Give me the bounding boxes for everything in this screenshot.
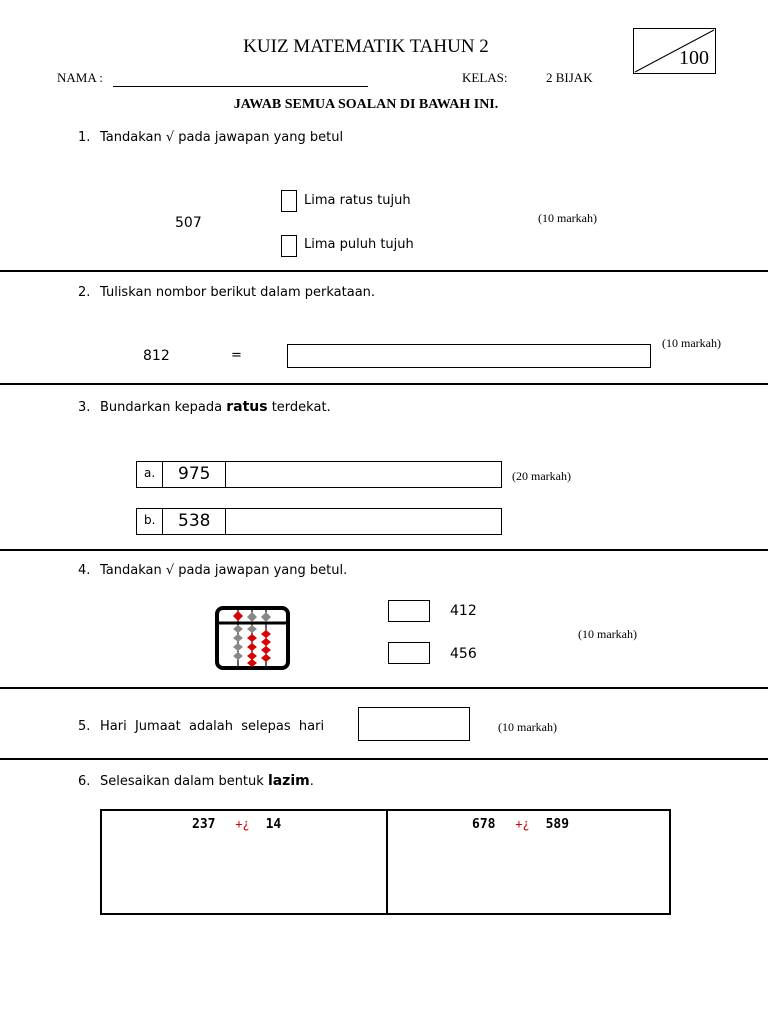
q6-problem-1[interactable] <box>102 811 386 913</box>
q6-p1-operator: +¿ <box>235 817 250 831</box>
q6-number: 6. <box>78 774 91 789</box>
q3-keyword: ratus <box>226 399 268 415</box>
q6-instruction-end: . <box>309 774 314 789</box>
q4-number: 4. <box>78 563 91 578</box>
q1-instruction: Tandakan √ pada jawapan yang betul <box>100 130 344 145</box>
quiz-title: KUIZ MATEMATIK TAHUN 2 <box>243 36 489 57</box>
q4-option-1-label: 412 <box>450 603 477 619</box>
q3a-label: a. <box>144 466 156 480</box>
q6-instruction-start: Selesaikan dalam bentuk <box>100 774 268 789</box>
q5-number: 5. <box>78 719 91 734</box>
q2-number: 2. <box>78 285 91 300</box>
q3a-row <box>136 461 502 488</box>
q4-text <box>78 563 347 578</box>
q3b-value: 538 <box>178 511 211 531</box>
q1-option-1-checkbox[interactable] <box>281 190 297 212</box>
q3-marks: (20 markah) <box>512 469 571 483</box>
q1-text <box>78 130 343 145</box>
divider-1 <box>0 270 768 272</box>
q3a-answer-field[interactable] <box>226 462 501 487</box>
q3b-label: b. <box>144 513 156 527</box>
q6-problem-2[interactable] <box>388 811 669 913</box>
q6-text <box>78 773 314 789</box>
q2-value: 812 <box>143 348 170 364</box>
score-total: 100 <box>679 47 709 69</box>
q6-p1-operand-a: 237 <box>192 817 216 832</box>
q4-option-2-checkbox[interactable] <box>388 642 430 664</box>
q6-p2-operand-b: 589 <box>545 817 570 832</box>
q2-text <box>78 285 375 300</box>
q6-keyword: lazim <box>267 773 310 789</box>
q3a-value: 975 <box>178 464 211 484</box>
q3a-separator <box>162 462 163 487</box>
q3b-answer-field[interactable] <box>226 509 501 534</box>
q5-text <box>78 719 324 734</box>
q1-number: 1. <box>78 130 91 145</box>
q3-text <box>78 399 331 415</box>
q2-instruction: Tuliskan nombor berikut dalam perkataan. <box>100 285 376 300</box>
q1-option-2-checkbox[interactable] <box>281 235 297 257</box>
q3-number: 3. <box>78 400 91 415</box>
q4-marks: (10 markah) <box>578 627 637 641</box>
q6-work-table <box>100 809 671 915</box>
q1-value: 507 <box>175 215 202 231</box>
q3-instruction-end: terdekat. <box>267 400 331 415</box>
q6-p2-operand-a: 678 <box>472 817 496 832</box>
divider-2 <box>0 383 768 385</box>
divider-3 <box>0 549 768 551</box>
q5-instruction: Hari Jumaat adalah selepas hari <box>100 719 325 734</box>
q6-p1-operand-b: 14 <box>265 817 282 832</box>
nama-label: NAMA : <box>57 70 103 85</box>
kelas-value: 2 BIJAK <box>546 70 593 85</box>
q3-instruction-start: Bundarkan kepada <box>100 400 227 415</box>
q5-answer-box[interactable] <box>358 707 470 741</box>
instruction: JAWAB SEMUA SOALAN DI BAWAH INI. <box>233 97 499 112</box>
q4-option-2-label: 456 <box>450 646 477 662</box>
q2-marks: (10 markah) <box>662 336 721 350</box>
q5-marks: (10 markah) <box>498 720 557 734</box>
kelas-label: KELAS: <box>462 70 508 85</box>
divider-5 <box>0 758 768 760</box>
q1-option-2-label: Lima puluh tujuh <box>304 237 414 252</box>
q3b-separator <box>162 509 163 534</box>
nama-answer-line[interactable] <box>113 86 368 87</box>
q1-option-1-label: Lima ratus tujuh <box>304 193 411 208</box>
divider-4 <box>0 687 768 689</box>
q3b-row <box>136 508 502 535</box>
score-box <box>633 28 716 74</box>
q6-p2-operator: +¿ <box>515 817 530 831</box>
q4-instruction: Tandakan √ pada jawapan yang betul. <box>100 563 348 578</box>
q1-marks: (10 markah) <box>538 211 597 225</box>
q4-option-1-checkbox[interactable] <box>388 600 430 622</box>
q2-equals: = <box>231 348 242 363</box>
q2-answer-box[interactable] <box>287 344 651 368</box>
abacus-image <box>215 606 290 674</box>
